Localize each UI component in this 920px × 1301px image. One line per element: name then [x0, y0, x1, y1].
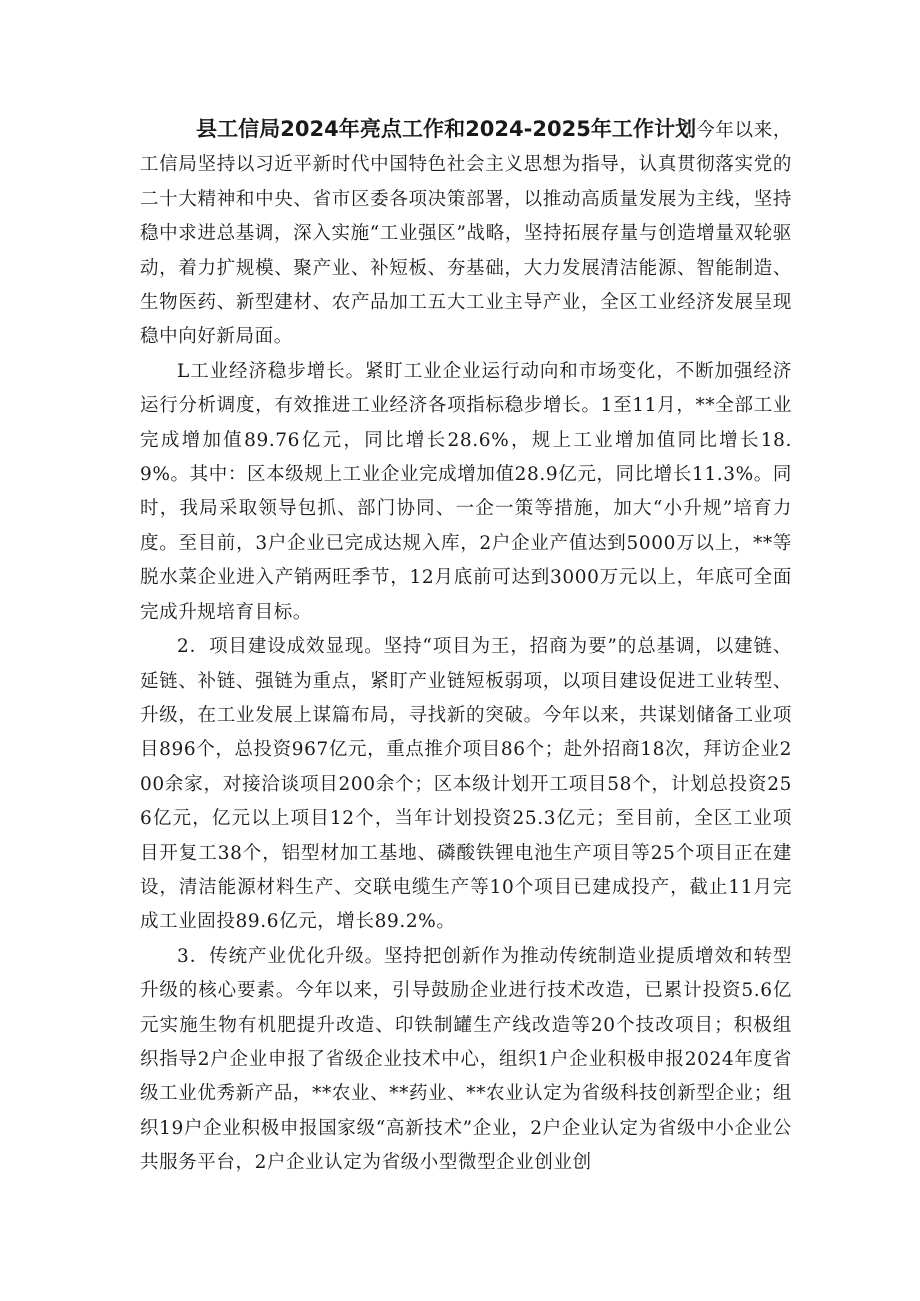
document-title: 县工信局2024年亮点工作和2024-2025年工作计划: [196, 117, 697, 141]
intro-text: 今年以来，工信局坚持以习近平新时代中国特色社会主义思想为指导，认真贯彻落实党的二十大精神和中央、省市区委各项决策部署，以推动高质量发展为主线，坚持稳中求进总基调，深入实施“工业强区”战略，坚持拓展存量与创造增量双轮驱动，着力扩规模、聚产业、补短板、夯基础，大力发展清洁能源、智能制造、生物医药、新型建材、农产品加工五大工业主导产业，全区工业经济发展呈现稳中向好新局面。: [140, 120, 792, 348]
paragraph-project-construction: 2．项目建设成效显现。坚持“项目为王，招商为要”的总基调，以建链、延链、补链、强链为重点，紧盯产业链短板弱项，以项目建设促进工业转型、升级，在工业发展上谋篇布局，寻找新的突破。今年以来，共谋划储备工业项目896个，总投资967亿元，重点推介项目86个；赴外招商18次，拜访企业200余家，对接洽谈项目200余个；区本级计划开工项目58个，计划总投资256亿元，亿元以上项目12个，当年计划投资25.3亿元；至目前，全区工业项目开复工38个，铝型材加工基地、磷酸铁锂电池生产项目等25个项目正在建设，清洁能源材料生产、交联电缆生产等10个项目已建成投产，截止11月完成工业固投89.6亿元，增长89.2%。: [140, 636, 792, 933]
paragraph-industry-upgrade: 3．传统产业优化升级。坚持把创新作为推动传统制造业提质增效和转型升级的核心要素。今年以来，引导鼓励企业进行技术改造，已累计投资5.6亿元实施生物有机肥提升改造、印铁制罐生产线改造等20个技改项目；积极组织指导2户企业申报了省级企业技术中心，组织1户企业积极申报2024年度省级工业优秀新产品，**农业、**药业、**农业认定为省级科技创新型企业；组织19户企业积极申报国家级“高新技术”企业，2户企业认定为省级中小企业公共服务平台，2户企业认定为省级小型微型企业创业创: [140, 945, 792, 1174]
paragraph-industrial-growth: L工业经济稳步增长。紧盯工业企业运行动向和市场变化，不断加强经济运行分析调度，有效推进工业经济各项指标稳步增长。1至11月，**全部工业完成增加值89.76亿元，同比增长28.6%，规上工业增加值同比增长18.9%。其中：区本级规上工业企业完成增加值28.9亿元，同比增长11.3%。同时，我局采取领导包抓、部门协同、一企一策等措施，加大“小升规”培育力度。至目前，3户企业已完成达规入库，2户企业产值达到5000万以上，**等脱水菜企业进入产销两旺季节，12月底前可达到3000万元以上，年底可全面完成升规培育目标。: [140, 360, 792, 623]
intro-paragraph: [140, 112, 792, 355]
document-body: [140, 112, 792, 1181]
